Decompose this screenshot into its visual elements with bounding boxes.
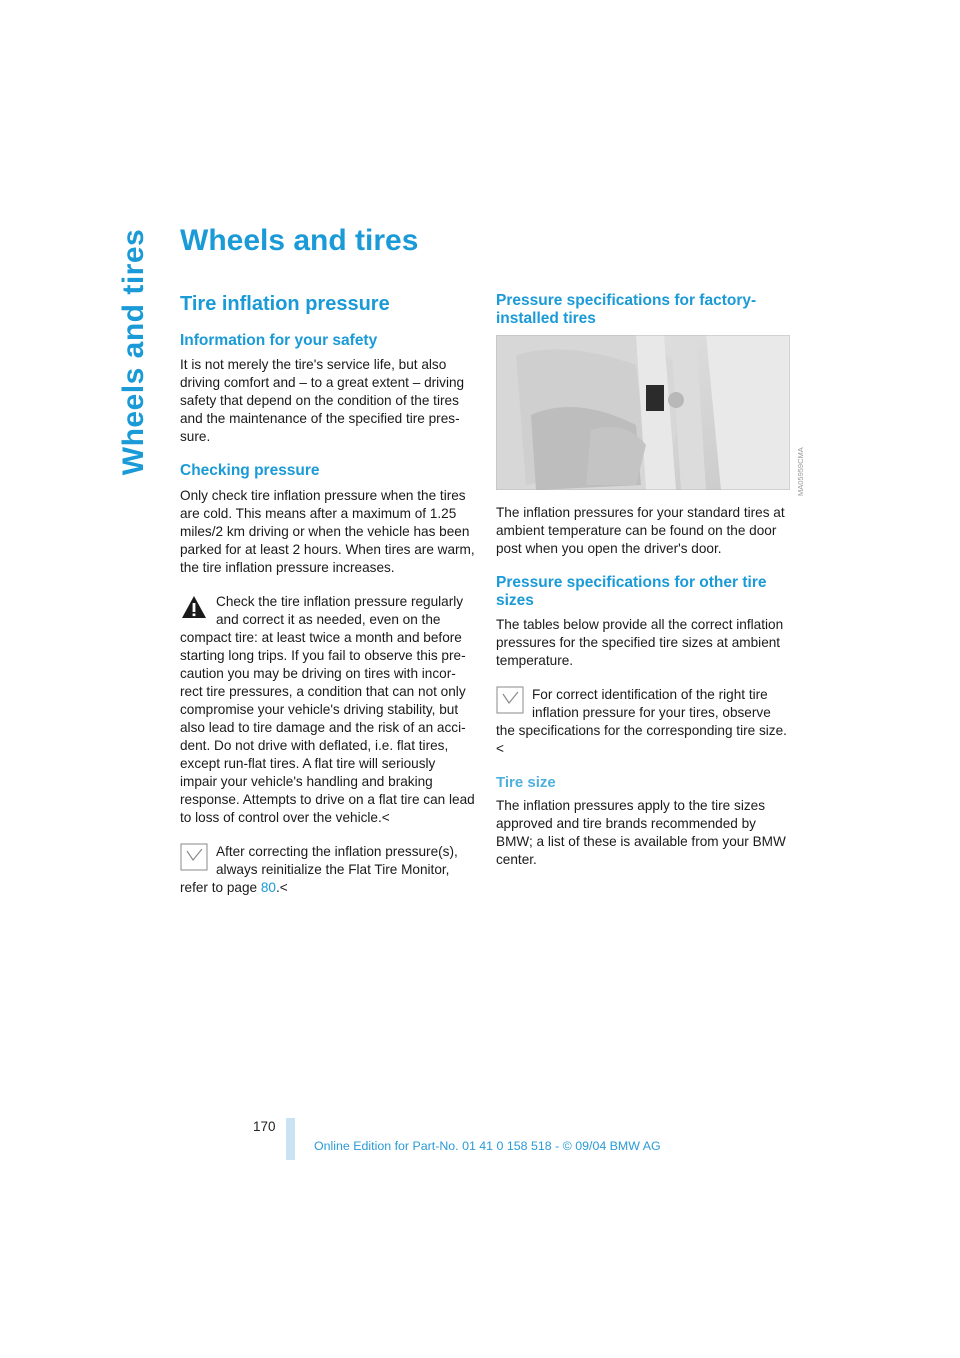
tire-size-text: The inflation pressures apply to the tire sizes approved and tire brands recommended by BMW; a list of these is available from your BMW center. <box>496 798 786 868</box>
other-sizes-text: The tables below provide all the correct inflation pressures for the specified tire sizes at ambient temperature. <box>496 617 784 669</box>
info-note-right <box>496 686 792 758</box>
checking-heading: Checking pressure <box>180 462 320 480</box>
image-code <box>794 440 806 496</box>
info-note <box>180 843 476 897</box>
svg-text:MA05959CMA: MA05959CMA <box>796 447 805 496</box>
note-right-text-cont: the specifications for the corresponding tire size.< <box>496 723 787 757</box>
page-title: Wheels and tires <box>180 224 419 257</box>
warning-text-start: Check the tire inflation pressure regularly and correct it as needed, even on the <box>216 593 464 627</box>
warning-note <box>180 593 476 827</box>
checking-text: Only check tire inflation pressure when the tires are cold. This means after a maximum of 1.25 miles/2 km driving or when the vehicle has been parked for at least 2 hours. When tires are warm, the tire inflation pressure increases. <box>180 487 475 575</box>
door-post-photo <box>496 335 790 490</box>
note-icon <box>496 686 524 714</box>
right-column <box>496 292 792 885</box>
factory-heading: Pressure specifications for factory-installed tires <box>496 292 757 328</box>
page-number: 170 <box>253 1119 276 1134</box>
other-sizes-heading: Pressure specifications for other tire sizes <box>496 573 767 609</box>
factory-text: The inflation pressures for your standard tires at ambient temperature can be found on the door post when you open the driver's door. <box>496 504 785 556</box>
safety-text: It is not merely the tire's service life, but also driving comfort and – to a great extent – driving safety that depend on the condition of the tires and the maintenance of the specified tire pres-sure. <box>180 357 465 445</box>
section-heading: Tire inflation pressure <box>180 293 390 315</box>
footer-bar <box>286 1118 295 1160</box>
side-tab <box>112 228 156 476</box>
left-column <box>180 292 476 913</box>
note-right-text-start: For correct identification of the right tire inflation pressure for your tires, observe <box>532 687 771 721</box>
safety-heading: Information for your safety <box>180 332 378 349</box>
footer-text: Online Edition for Part-No. 01 41 0 158 518 - © 09/04 BMW AG <box>314 1139 661 1153</box>
note-text-cont: refer to page 80.< <box>180 879 288 895</box>
tire-size-heading: Tire size <box>496 774 556 792</box>
side-tab-label: Wheels and tires <box>117 228 150 476</box>
warning-text-cont: compact tire: at least twice a month and before starting long trips. If you fail to observe this pre-caution you may be driving on tires with incor-rect tire pressures, a condition that can not only compromise your vehicle's driving stability, but also lead to tire damage and the risk of an acci-dent. Do not drive with deflated, i.e. flat tires, except run-flat tires. A flat tire will seriously impair your vehicle's handling and braking response. Attempts to drive on a flat tire can lead to loss of control over the vehicle.< <box>180 629 475 825</box>
warning-triangle-icon <box>180 593 208 621</box>
note-icon <box>180 843 208 871</box>
page-link[interactable]: 80 <box>260 879 276 895</box>
note-text-start: After correcting the inflation pressure(s), always reinitialize the Flat Tire Monitor, <box>216 843 458 877</box>
